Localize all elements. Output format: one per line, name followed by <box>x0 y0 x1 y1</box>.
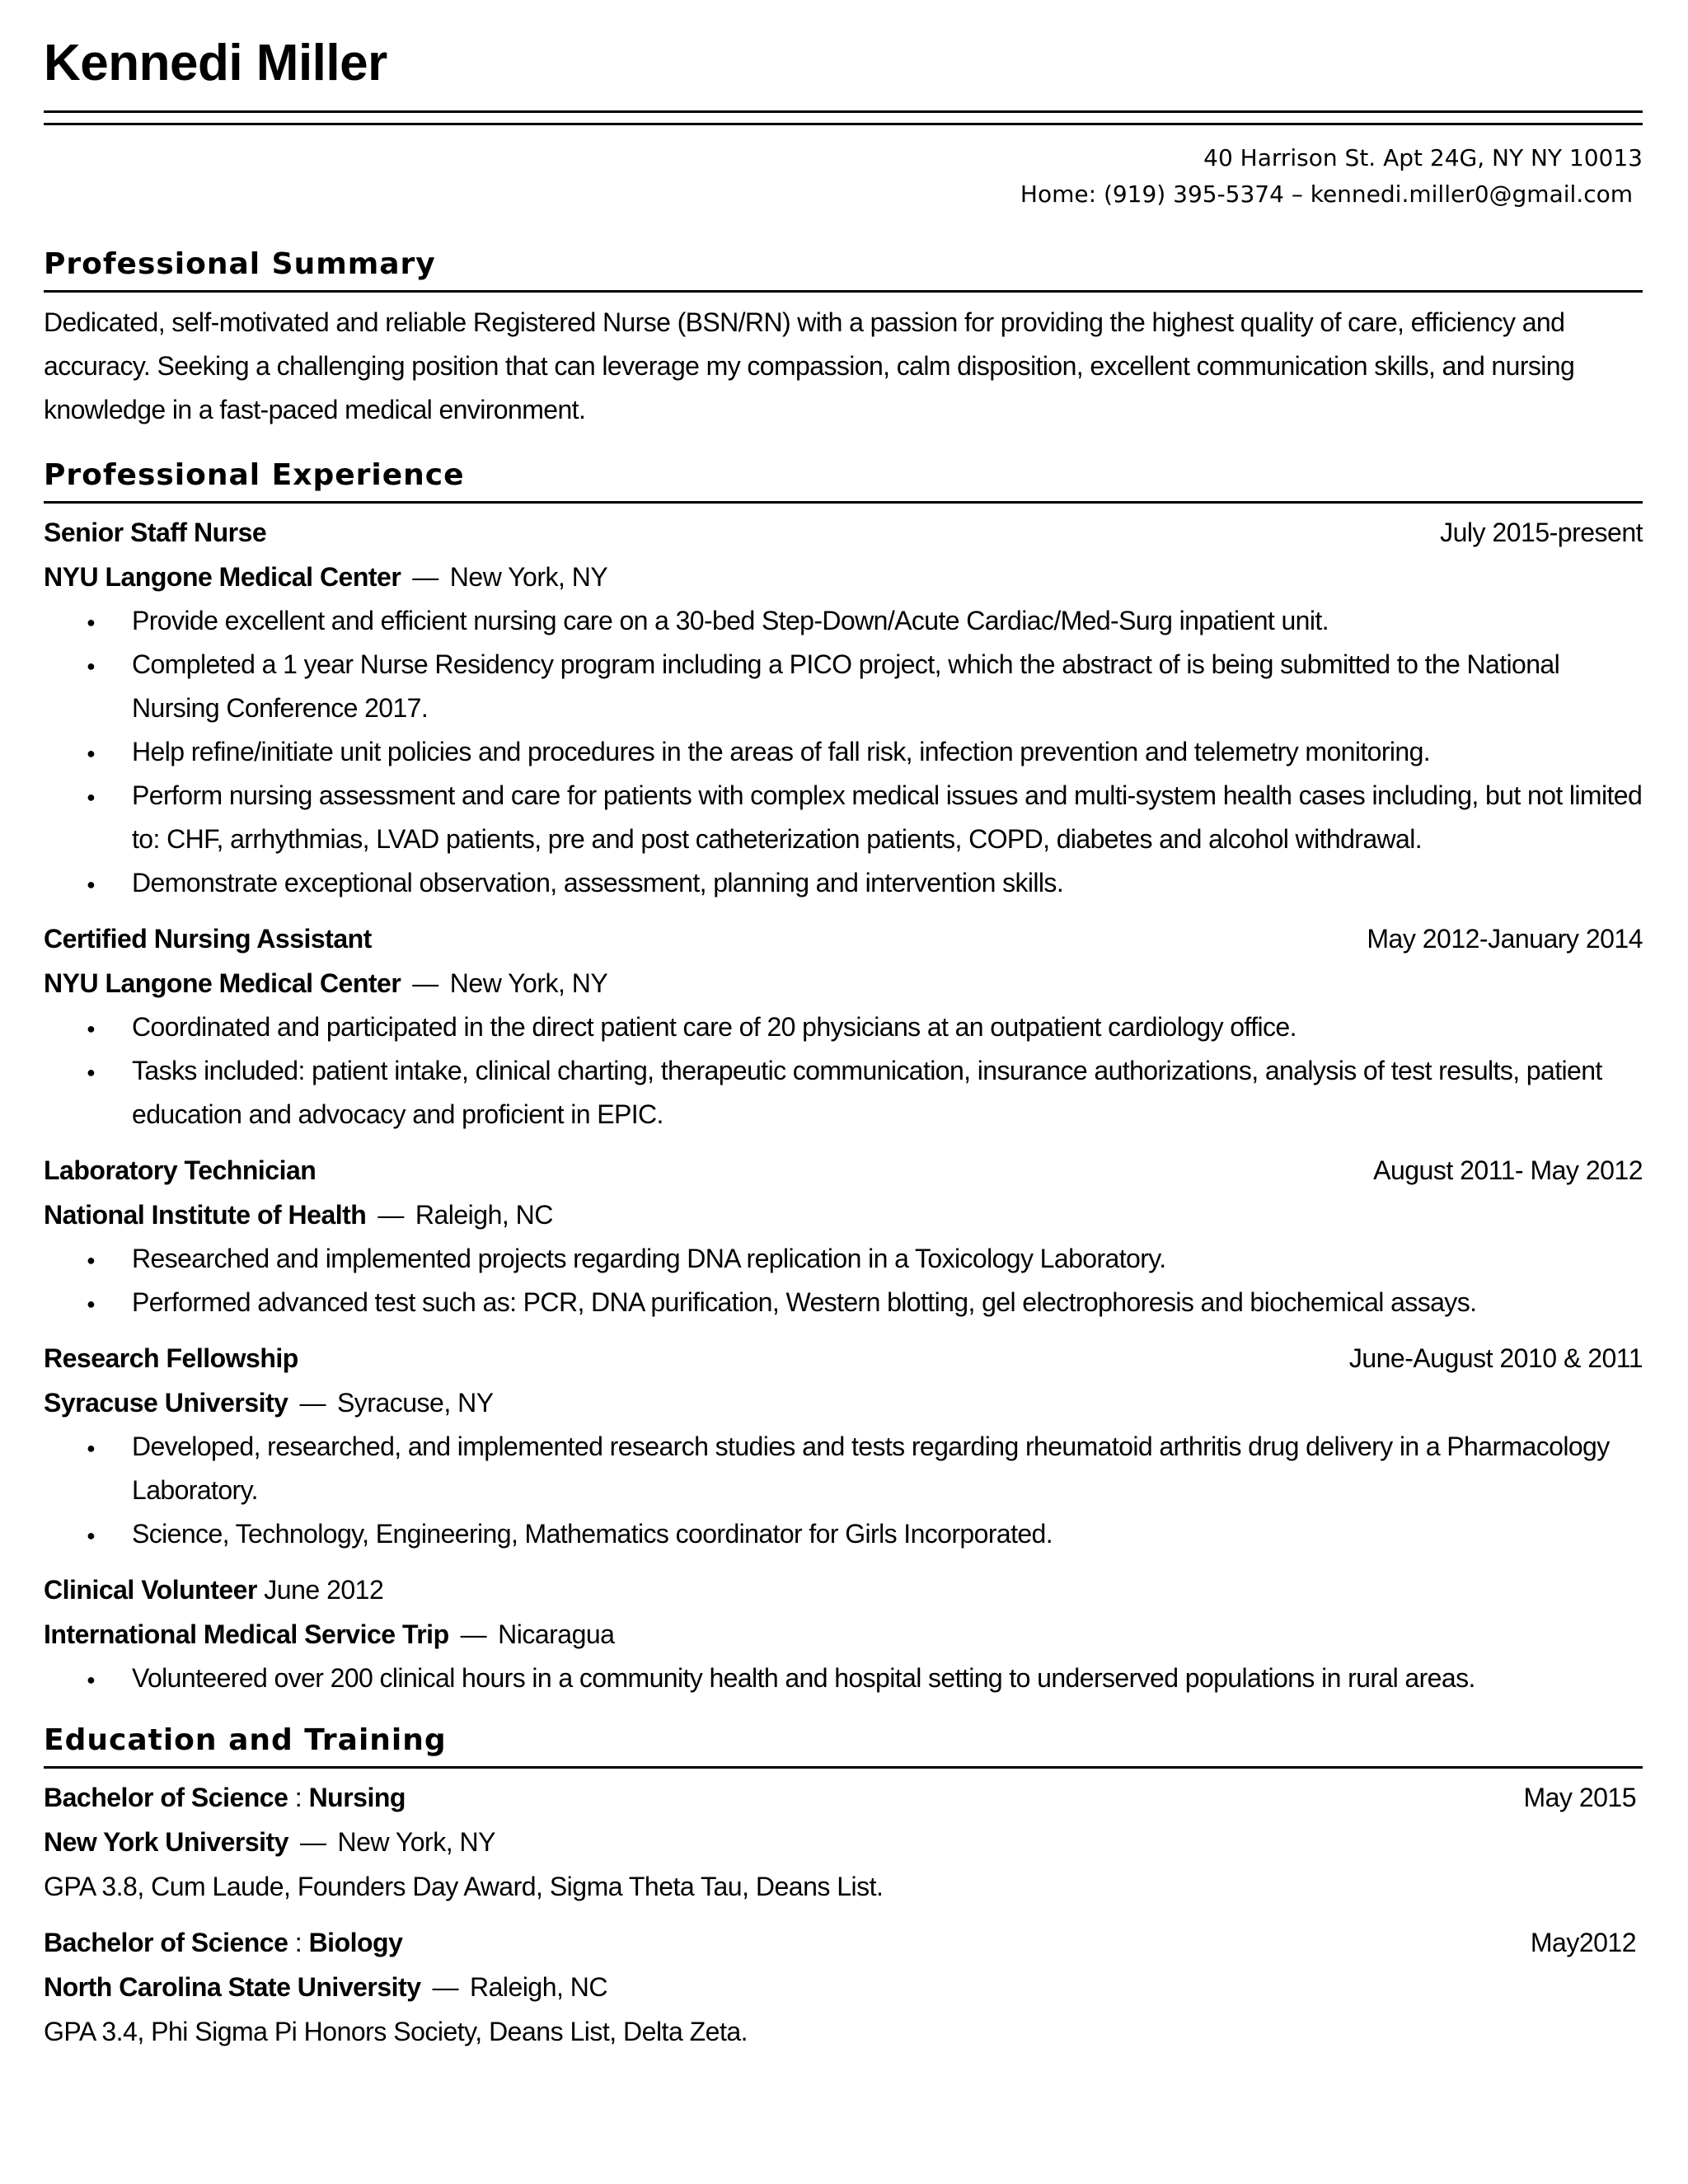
job-title-row <box>44 1336 1643 1380</box>
header-double-rule <box>44 110 1643 125</box>
employer-dash: — <box>412 562 438 592</box>
list-item: ● Performed advanced test such as: PCR, DNA purification, Western blotting, gel electrophoresis and biochemical assays. <box>44 1281 1643 1324</box>
volunteer-location: Nicaragua <box>498 1619 615 1649</box>
education-details: GPA 3.4, Phi Sigma Pi Honors Society, Deans List, Delta Zeta. <box>44 2017 748 2046</box>
list-item: ● Volunteered over 200 clinical hours in a community health and hospital setting to underserved populations in rural areas. <box>44 1657 1643 1700</box>
school-dash: — <box>432 1972 458 2002</box>
education-school: North Carolina State University <box>44 1972 421 2002</box>
job-title: Certified Nursing Assistant <box>44 924 372 954</box>
education-field: Biology <box>308 1928 403 1957</box>
contact-phone-email: Home: (919) 395-5374 – kennedi.miller0@gmail.com <box>1020 180 1633 208</box>
list-item: ● Science, Technology, Engineering, Mathematics coordinator for Girls Incorporated. <box>44 1512 1643 1556</box>
experience-section <box>44 457 1643 1700</box>
summary-heading: Professional Summary <box>44 246 1643 293</box>
job-bullets <box>44 1005 1643 1137</box>
list-item: ● Developed, researched, and implemented research studies and tests regarding rheumatoid arthritis drug delivery in a Pharmacology Laboratory. <box>44 1425 1643 1512</box>
education-entry <box>44 1920 1643 2054</box>
list-item: ● Provide excellent and efficient nursing care on a 30-bed Step-Down/Acute Cardiac/Med-Surg inpatient unit. <box>44 599 1643 643</box>
list-item: ● Perform nursing assessment and care for patients with complex medical issues and multi-system health cases including, but not limited to: CHF, arrhythmias, LVAD patients, pre and post catheterization patients, COPD, diabetes and alcohol withdrawal. <box>44 774 1643 861</box>
school-dash: — <box>300 1827 326 1857</box>
education-degree-row <box>44 1775 1643 1820</box>
education-school-row <box>44 1820 1643 1864</box>
job-title: Senior Staff Nurse <box>44 518 267 547</box>
list-item: ● Coordinated and participated in the direct patient care of 20 physicians at an outpatient cardiology office. <box>44 1005 1643 1049</box>
list-item: ● Demonstrate exceptional observation, assessment, planning and intervention skills. <box>44 861 1643 905</box>
job-bullets <box>44 599 1643 905</box>
education-date: May 2015 <box>1523 1783 1636 1812</box>
job-title: Laboratory Technician <box>44 1155 316 1185</box>
volunteer-entry <box>44 1568 1643 1700</box>
employer-dash: — <box>412 968 438 998</box>
job-entry <box>44 510 1643 905</box>
job-location: New York, NY <box>449 968 608 998</box>
job-employer-row <box>44 555 1643 599</box>
candidate-name: Kennedi Miller <box>44 35 387 91</box>
job-employer-row <box>44 961 1643 1005</box>
job-location: Syracuse, NY <box>336 1388 494 1418</box>
summary-text: Dedicated, self-motivated and reliable Registered Nurse (BSN/RN) with a passion for providing the highest quality of care, efficiency and accuracy. Seeking a challenging position that can leverage my compassion, calm disposition, excellent communication skills, and nursing knowledge in a fast-paced medical environment. <box>44 307 1575 424</box>
contact-block <box>44 140 1643 213</box>
volunteer-title: Clinical Volunteer <box>44 1575 257 1605</box>
job-employer: NYU Langone Medical Center <box>44 968 401 998</box>
job-bullets <box>44 1425 1643 1556</box>
job-title-row <box>44 916 1643 961</box>
education-degree-row <box>44 1920 1643 1965</box>
volunteer-title-row <box>44 1568 1643 1612</box>
education-details: GPA 3.8, Cum Laude, Founders Day Award, Sigma Theta Tau, Deans List. <box>44 1872 884 1901</box>
job-entry <box>44 1336 1643 1556</box>
list-item: ● Completed a 1 year Nurse Residency program including a PICO project, which the abstract of is being submitted to the National Nursing Conference 2017. <box>44 643 1643 730</box>
job-title-row <box>44 510 1643 555</box>
education-school-row <box>44 1965 1643 2009</box>
summary-section <box>44 246 1643 432</box>
list-item: ● Tasks included: patient intake, clinical charting, therapeutic communication, insurance authorizations, analysis of test results, patient education and advocacy and proficient in EPIC. <box>44 1049 1643 1137</box>
employer-dash: — <box>299 1388 326 1418</box>
job-title: Research Fellowship <box>44 1343 298 1373</box>
job-employer-row <box>44 1380 1643 1425</box>
job-date: August 2011- May 2012 <box>1373 1155 1643 1185</box>
education-heading: Education and Training <box>44 1722 1643 1769</box>
volunteer-date: June 2012 <box>264 1575 384 1605</box>
job-employer: National Institute of Health <box>44 1200 367 1230</box>
job-title-row <box>44 1148 1643 1193</box>
list-item: ● Researched and implemented projects regarding DNA replication in a Toxicology Laboratory. <box>44 1237 1643 1281</box>
education-degree: Bachelor of Science <box>44 1928 288 1957</box>
education-date: May2012 <box>1530 1928 1636 1957</box>
education-location: Raleigh, NC <box>470 1972 608 2002</box>
job-employer: NYU Langone Medical Center <box>44 562 401 592</box>
job-employer: Syracuse University <box>44 1388 288 1418</box>
education-field: Nursing <box>308 1783 406 1812</box>
volunteer-employer-row <box>44 1612 1643 1657</box>
education-section <box>44 1722 1643 2054</box>
job-entry <box>44 916 1643 1137</box>
employer-dash: — <box>460 1619 487 1649</box>
job-location: Raleigh, NC <box>415 1200 553 1230</box>
job-location: New York, NY <box>449 562 608 592</box>
job-entry <box>44 1148 1643 1324</box>
job-date: May 2012-January 2014 <box>1367 924 1643 954</box>
education-degree: Bachelor of Science <box>44 1783 288 1812</box>
volunteer-bullets <box>44 1657 1643 1700</box>
job-employer-row <box>44 1193 1643 1237</box>
job-date: July 2015-present <box>1440 518 1643 547</box>
job-date: June-August 2010 & 2011 <box>1348 1343 1643 1373</box>
education-separator: : <box>294 1928 302 1957</box>
education-location: New York, NY <box>337 1827 495 1857</box>
experience-heading: Professional Experience <box>44 457 1643 504</box>
list-item: ● Help refine/initiate unit policies and procedures in the areas of fall risk, infection prevention and telemetry monitoring. <box>44 730 1643 774</box>
education-school: New York University <box>44 1827 288 1857</box>
employer-dash: — <box>377 1200 404 1230</box>
resume-page <box>44 33 1643 2054</box>
education-entry <box>44 1775 1643 1909</box>
volunteer-employer: International Medical Service Trip <box>44 1619 449 1649</box>
job-bullets <box>44 1237 1643 1324</box>
education-separator: : <box>294 1783 302 1812</box>
contact-address: 40 Harrison St. Apt 24G, NY NY 10013 <box>1203 144 1643 171</box>
